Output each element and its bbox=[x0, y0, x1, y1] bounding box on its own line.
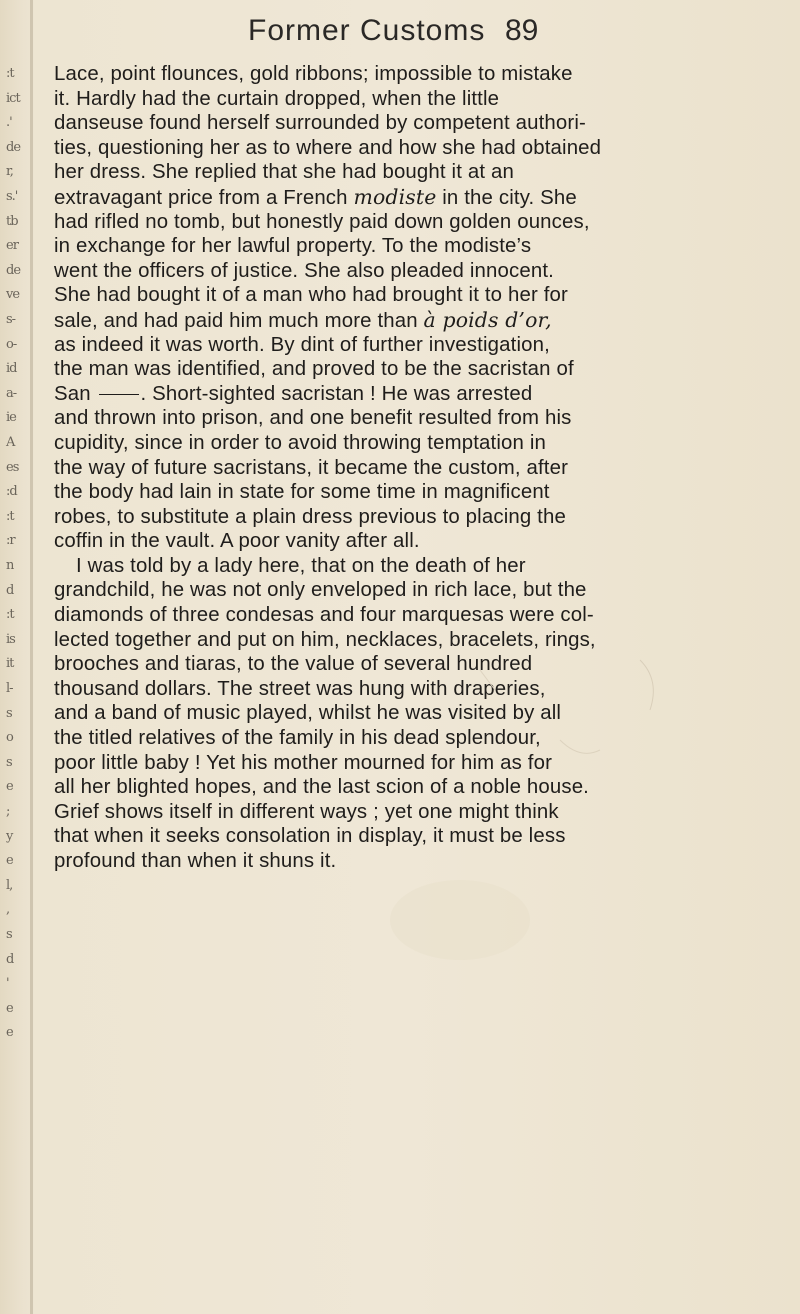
text-line bbox=[54, 628, 742, 653]
text-run: had rifled no tomb, but honestly paid down golden ounces, bbox=[54, 210, 590, 233]
gutter-fragment: s bbox=[6, 705, 12, 721]
gutter-fragment: de bbox=[6, 262, 21, 278]
text-line bbox=[54, 62, 742, 87]
gutter-fragment: o- bbox=[6, 336, 17, 352]
text-run: all her blighted hopes, and the last scion of a noble house. bbox=[54, 776, 589, 799]
text-line bbox=[54, 87, 742, 112]
text-line bbox=[54, 382, 742, 407]
page-gutter bbox=[0, 0, 34, 1314]
gutter-fragment: e bbox=[6, 1025, 13, 1041]
text-run: the titled relatives of the family in his dead splendour, bbox=[54, 727, 541, 750]
gutter-shadow bbox=[30, 0, 33, 1314]
text-line bbox=[54, 431, 742, 456]
text-line bbox=[54, 824, 742, 849]
text-line bbox=[54, 111, 742, 136]
text-line bbox=[54, 210, 742, 235]
text-line bbox=[54, 578, 742, 603]
em-dash-rule bbox=[99, 394, 139, 396]
text-run: thousand dollars. The street was hung with draperies, bbox=[54, 677, 546, 700]
gutter-fragment: o bbox=[6, 730, 13, 746]
text-run: brooches and tiaras, to the value of several hundred bbox=[54, 653, 533, 676]
italic-phrase: à poids d’or, bbox=[423, 307, 552, 332]
text-run: as indeed it was worth. By dint of further investigation, bbox=[54, 333, 550, 356]
text-run: in the city. She bbox=[436, 186, 577, 209]
text-line bbox=[54, 259, 742, 284]
gutter-fragment: e bbox=[6, 1000, 13, 1016]
text-line bbox=[54, 406, 742, 431]
gutter-fragment: A bbox=[6, 435, 15, 450]
text-line bbox=[54, 136, 742, 161]
gutter-fragment: s- bbox=[6, 312, 16, 327]
italic-phrase: modiste bbox=[353, 184, 437, 209]
gutter-fragment: :t bbox=[6, 66, 14, 81]
text-run: I was told by a lady here, that on the death of her bbox=[76, 554, 526, 577]
gutter-fragment: l- bbox=[6, 681, 13, 696]
gutter-fragment: de bbox=[6, 139, 21, 155]
text-line bbox=[54, 234, 742, 259]
text-line bbox=[54, 603, 742, 628]
text-run: extravagant price from a French bbox=[54, 186, 354, 209]
text-line bbox=[54, 800, 742, 825]
gutter-fragment: d bbox=[6, 951, 14, 967]
gutter-fragment: e bbox=[6, 853, 13, 869]
text-line bbox=[54, 333, 742, 358]
gutter-fragment: :r bbox=[6, 533, 15, 549]
gutter-fragment: ve bbox=[6, 287, 20, 303]
text-run: San bbox=[54, 382, 97, 405]
text-line bbox=[54, 726, 742, 751]
text-line bbox=[54, 283, 742, 308]
text-line bbox=[54, 185, 742, 210]
text-line bbox=[54, 554, 742, 579]
gutter-fragment: n bbox=[6, 558, 14, 573]
text-run: ties, questioning her as to where and how she had obtained bbox=[54, 136, 602, 159]
text-run: Grief shows itself in different ways ; yet one might think bbox=[54, 800, 559, 823]
text-line bbox=[54, 456, 742, 481]
text-run: it. Hardly had the curtain dropped, when the little bbox=[54, 87, 500, 110]
text-line bbox=[54, 480, 742, 505]
body-text bbox=[54, 62, 742, 874]
gutter-fragment: ict bbox=[6, 90, 20, 106]
gutter-fragment: it bbox=[6, 656, 14, 672]
gutter-fragment: :d bbox=[6, 484, 17, 500]
text-run: . Short-sighted sacristan ! He was arrested bbox=[140, 382, 533, 405]
gutter-fragment: r, bbox=[6, 164, 13, 180]
text-line bbox=[54, 308, 742, 333]
gutter-fragment: ie bbox=[6, 410, 16, 426]
gutter-fragment: s.' bbox=[6, 189, 18, 204]
text-run: and thrown into prison, and one benefit resulted from his bbox=[54, 407, 572, 430]
text-line bbox=[54, 677, 742, 702]
text-run: grandchild, he was not only enveloped in rich lace, but the bbox=[54, 579, 587, 602]
text-run: poor little baby ! Yet his mother mourned for him as for bbox=[54, 751, 553, 774]
gutter-fragment: s bbox=[6, 754, 12, 770]
text-line bbox=[54, 357, 742, 382]
text-line bbox=[54, 652, 742, 677]
gutter-fragment: ' bbox=[6, 976, 9, 992]
gutter-fragment: :t bbox=[6, 508, 14, 524]
page-number: 89 bbox=[505, 14, 539, 47]
text-run: the way of future sacristans, it became the custom, after bbox=[54, 456, 569, 479]
gutter-fragment: ; bbox=[6, 804, 10, 819]
gutter-fragment: a- bbox=[6, 385, 17, 401]
text-run: coffin in the vault. A poor vanity after all. bbox=[54, 530, 420, 553]
text-run: the body had lain in state for some time in magnificent bbox=[54, 481, 550, 504]
text-run: that when it seeks consolation in display, it must be less bbox=[54, 825, 566, 848]
gutter-fragment: es bbox=[6, 459, 19, 475]
gutter-fragment: s bbox=[6, 927, 12, 942]
text-line bbox=[54, 701, 742, 726]
text-run: Lace, point flounces, gold ribbons; impossible to mistake bbox=[54, 63, 573, 85]
gutter-fragment: .' bbox=[6, 115, 12, 131]
gutter-fragment: l, bbox=[6, 877, 13, 893]
running-head bbox=[248, 14, 788, 54]
gutter-fragment: er bbox=[6, 238, 18, 254]
gutter-fragment: , bbox=[6, 902, 10, 918]
text-run: She had bought it of a man who had brought it to her for bbox=[54, 284, 568, 307]
text-run: profound than when it shuns it. bbox=[54, 850, 337, 872]
gutter-fragment: e bbox=[6, 779, 13, 795]
text-line bbox=[54, 751, 742, 776]
gutter-fragment: d bbox=[6, 582, 14, 598]
gutter-fragment: y bbox=[6, 828, 13, 844]
text-line bbox=[54, 849, 742, 874]
gutter-fragment: tb bbox=[6, 213, 18, 229]
text-run: danseuse found herself surrounded by competent authori- bbox=[54, 112, 586, 135]
text-run: went the officers of justice. She also pleaded innocent. bbox=[54, 259, 554, 282]
text-line bbox=[54, 160, 742, 185]
text-run: the man was identified, and proved to be the sacristan of bbox=[54, 358, 574, 381]
text-run: robes, to substitute a plain dress previous to placing the bbox=[54, 505, 566, 528]
text-run: cupidity, since in order to avoid throwing temptation in bbox=[54, 431, 546, 454]
text-run: sale, and had paid him much more than bbox=[54, 309, 424, 332]
text-line bbox=[54, 775, 742, 800]
text-run: in exchange for her lawful property. To the modiste’s bbox=[54, 235, 532, 258]
text-run: and a band of music played, whilst he was visited by all bbox=[54, 702, 562, 725]
text-run: her dress. She replied that she had bought it at an bbox=[54, 161, 514, 184]
gutter-fragment: id bbox=[6, 361, 17, 377]
text-run: diamonds of three condesas and four marquesas were col- bbox=[54, 604, 594, 627]
gutter-fragment: :t bbox=[6, 607, 14, 623]
gutter-fragment: is bbox=[6, 631, 15, 647]
text-run: lected together and put on him, necklaces, bracelets, rings, bbox=[54, 628, 596, 651]
running-title: Former Customs bbox=[248, 14, 486, 47]
text-line bbox=[54, 505, 742, 530]
text-line bbox=[54, 529, 742, 554]
